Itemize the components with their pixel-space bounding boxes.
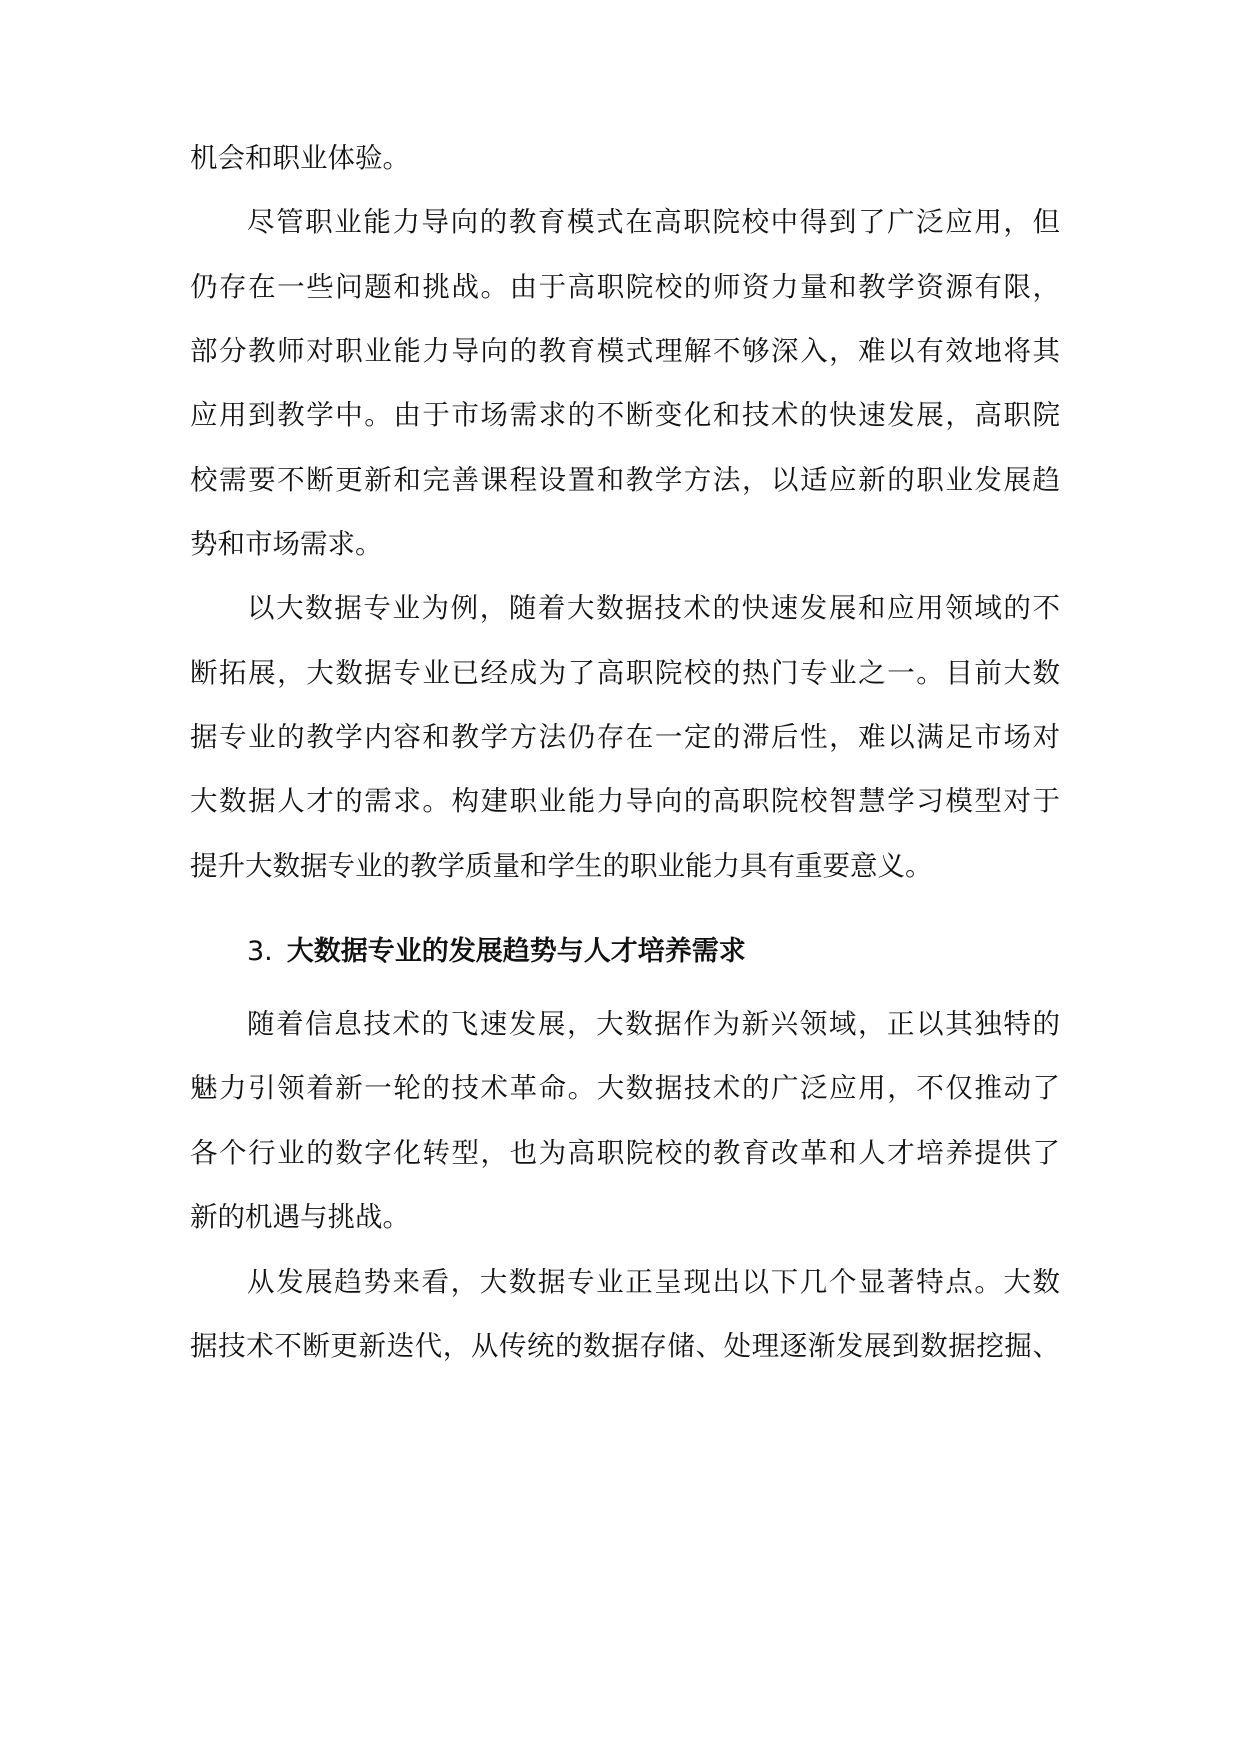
paragraph-line: 校需要不断更新和完善课程设置和教学方法，以适应新的职业发展趋 <box>190 464 1060 496</box>
paragraph-line: 提升大数据专业的教学质量和学生的职业能力具有重要意义。 <box>190 850 933 882</box>
paragraph-line: 势和市场需求。 <box>190 528 383 560</box>
paragraph-line: 应用到教学中。由于市场需求的不断变化和技术的快速发展，高职院 <box>190 399 1060 431</box>
section-heading <box>247 932 1060 972</box>
paragraph-line: 新的机遇与挑战。 <box>190 1201 410 1233</box>
paragraph-line: 以大数据专业为例，随着大数据技术的快速发展和应用领域的不 <box>247 592 1060 624</box>
paragraph-line: 断拓展，大数据专业已经成为了高职院校的热门专业之一。目前大数 <box>190 657 1060 689</box>
section-number: 3. <box>247 936 273 967</box>
paragraph-line: 机会和职业体验。 <box>190 142 410 174</box>
paragraph-line: 部分教师对职业能力导向的教育模式理解不够深入，难以有效地将其 <box>190 335 1060 367</box>
section-title: 大数据专业的发展趋势与人才培养需求 <box>286 936 746 967</box>
paragraph-line: 魅力引领着新一轮的技术革命。大数据技术的广泛应用，不仅推动了 <box>190 1072 1060 1104</box>
paragraph-line: 大数据人才的需求。构建职业能力导向的高职院校智慧学习模型对于 <box>190 785 1060 817</box>
paragraph-line: 各个行业的数字化转型，也为高职院校的教育改革和人才培养提供了 <box>190 1137 1060 1169</box>
paragraph-line: 据技术不断更新迭代，从传统的数据存储、处理逐渐发展到数据挖掘、 <box>190 1330 1060 1362</box>
paragraph-line: 据专业的教学内容和教学方法仍存在一定的滞后性，难以满足市场对 <box>190 721 1060 753</box>
paragraph-line: 仍存在一些问题和挑战。由于高职院校的师资力量和教学资源有限， <box>190 271 1060 303</box>
paragraph-line: 随着信息技术的飞速发展，大数据作为新兴领域，正以其独特的 <box>247 1008 1060 1040</box>
paragraph-line: 从发展趋势来看，大数据专业正呈现出以下几个显著特点。大数 <box>247 1266 1060 1298</box>
paragraph-line: 尽管职业能力导向的教育模式在高职院校中得到了广泛应用，但 <box>247 206 1060 238</box>
